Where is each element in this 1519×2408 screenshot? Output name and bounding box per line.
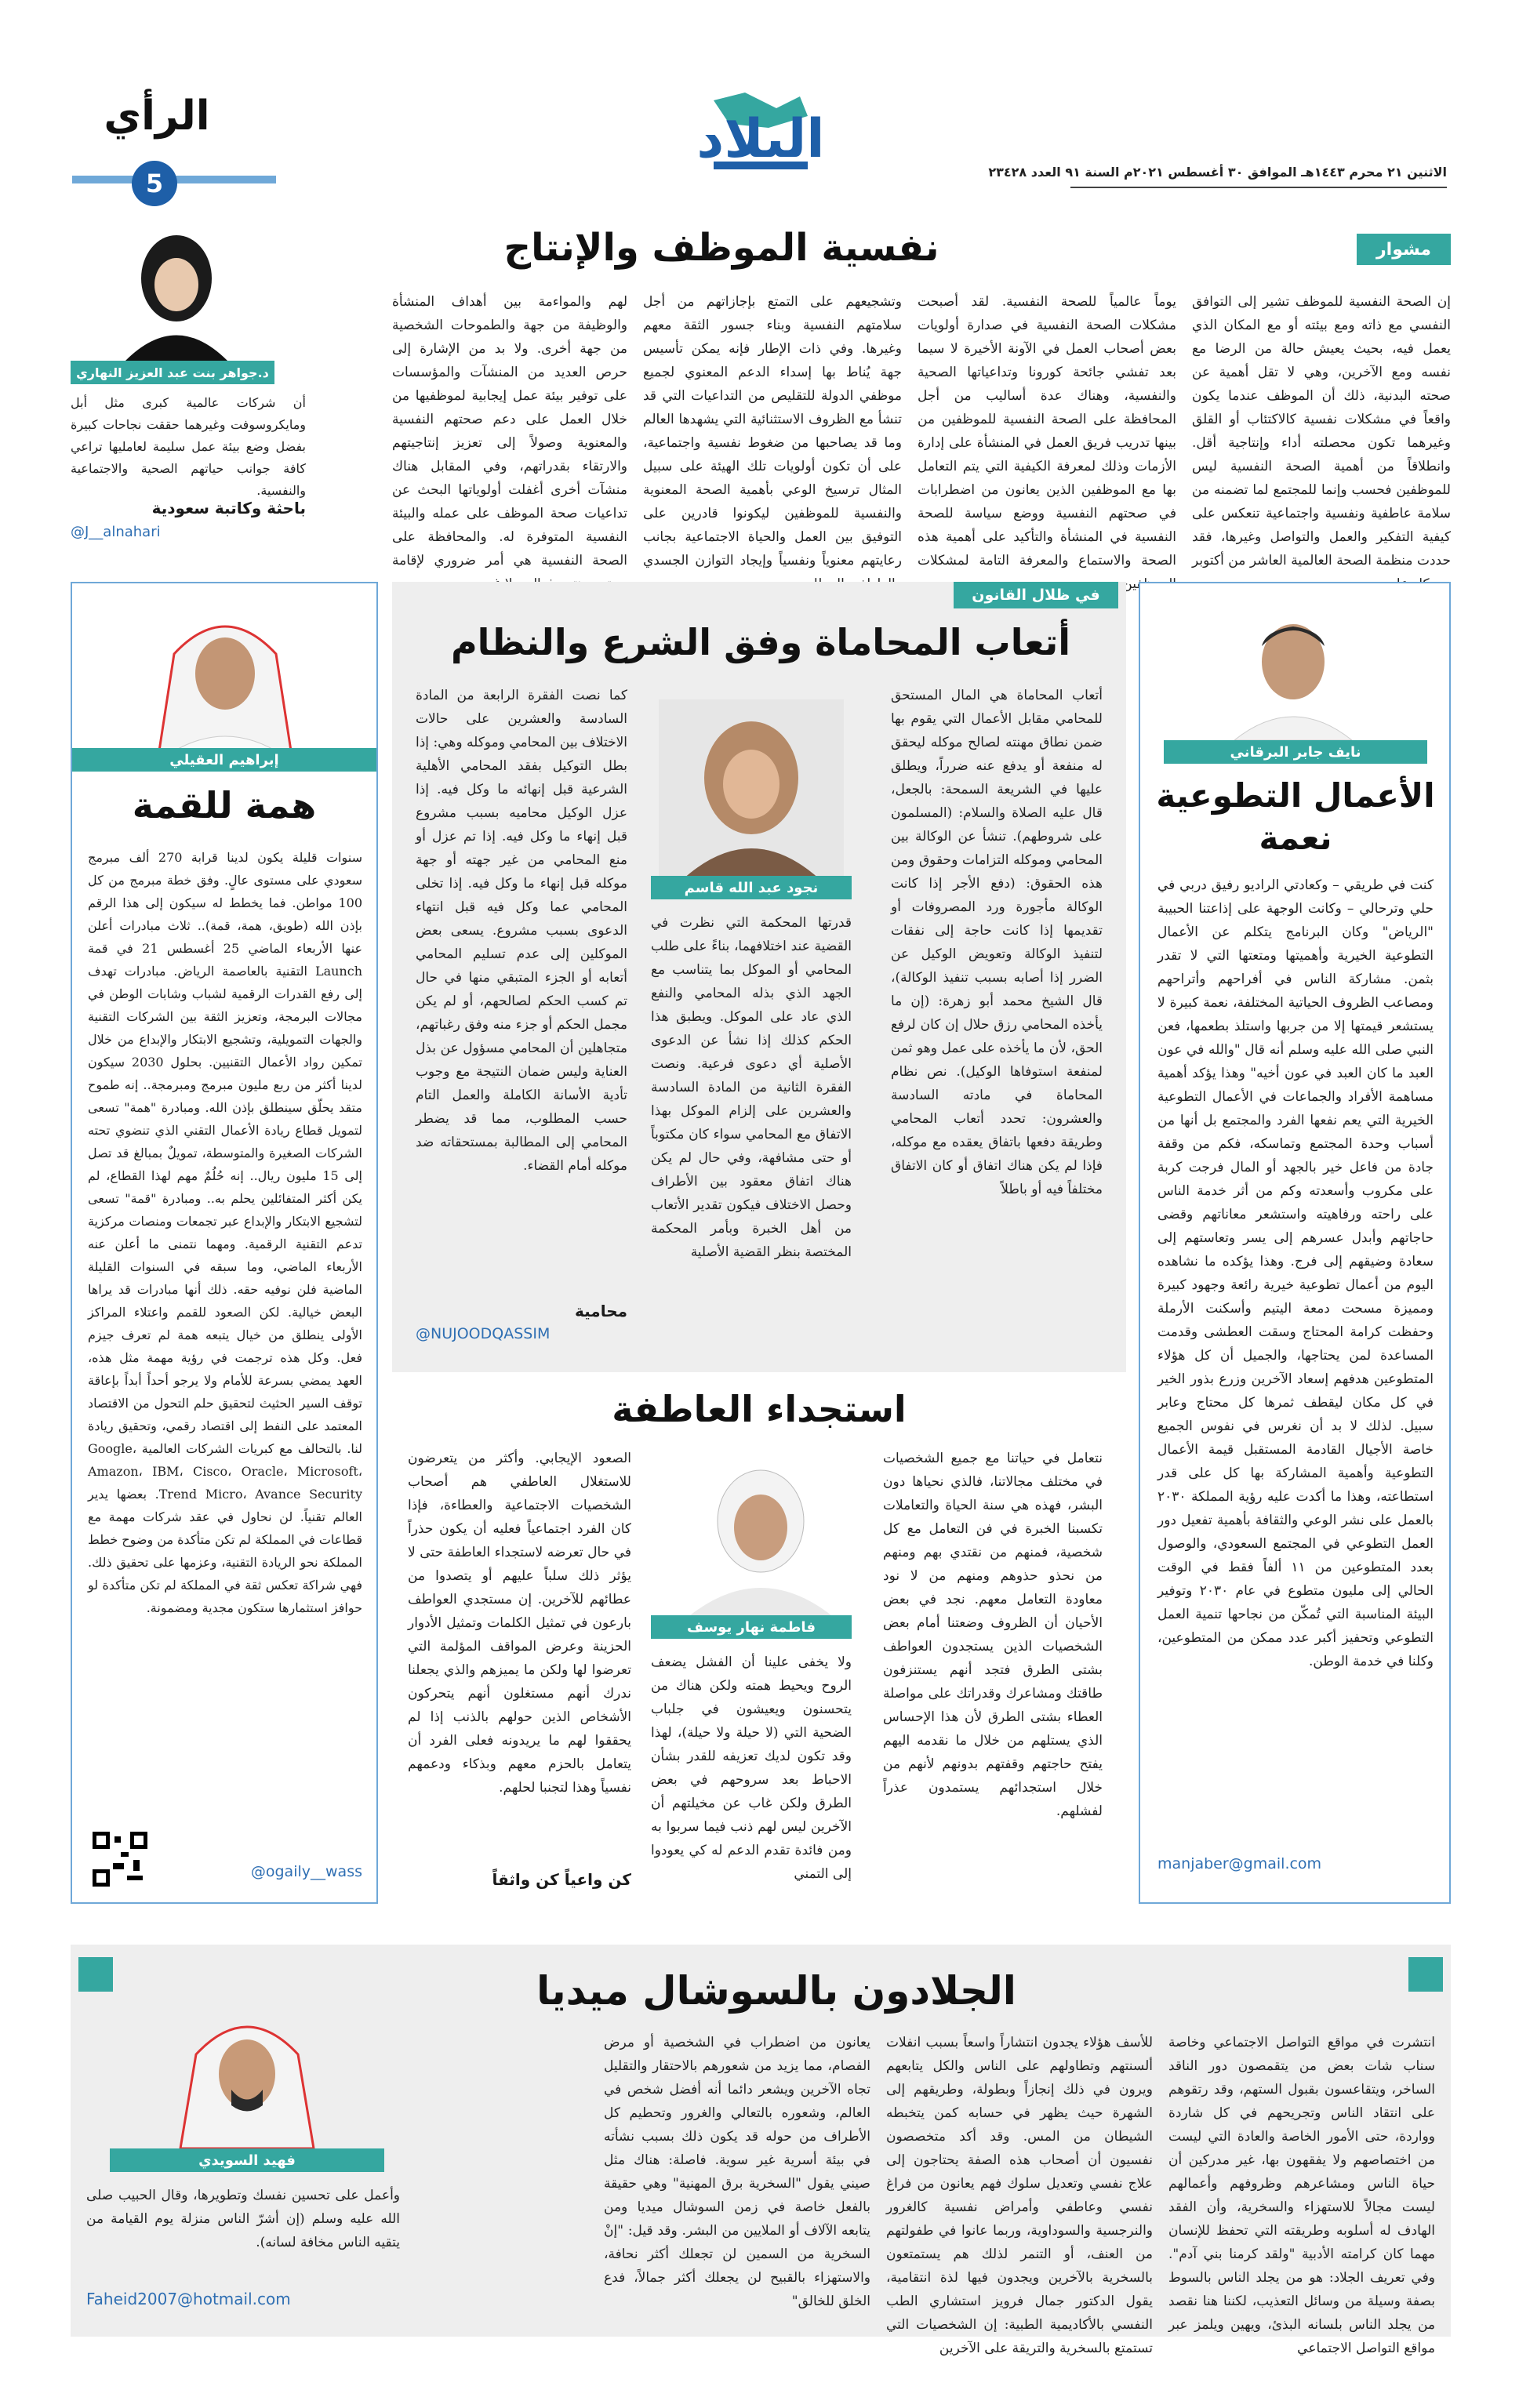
masthead-rule — [1070, 187, 1447, 188]
author-portrait-icon — [157, 1999, 337, 2148]
article-column: وأعمل على تحسين نفسك وتطويرها، وقال الحبيب صلى الله عليه وسلم (إن أشرّ الناس منزلة يوم القيامة من يتقيه الناس مخافة لسانه). — [86, 2188, 400, 2250]
author-portrait-icon — [1226, 599, 1360, 740]
article-column: لهم والمواءمة بين أهداف المنشأة والوظيفة من جهة والطموحات الشخصية من جهة أخرى. ولا بد من الإشارة إلى حرص العديد من المنشآت والمؤسسات على توفير بيئة عمل إيجابية لموظفيها من خلال العمل على دعم صحتهم النفسية والمعنوية وصولاً إلى تعزيز إنتاجيتهم والارتقاء بقدراتهم، وفي المقابل هناك منشآت أخرى أغفلت أولوياتها البحث عن تداعيات صحة الموظف على عمله والبيئة النفسية المتوفرة له. والمحافظة على الصحة النفسية هي أمر ضروري لإقامة — [392, 294, 627, 568]
article-column: للأسف هؤلاء يجدون انتشاراً واسعاً بسبب انفلات ألسنتهم وتطاولهم على الناس والكل يتابعهم ويرون في ذلك إنجازاً وبطولة، وطريقهم إلى الشهرة حيث يظهر في حسابه كمن يتخبطه الشيطان من المس. وقد أكد متخصصون نفسيون أن أصحاب هذه الصفة يحتاجون إلى علاج نفسي وتعديل سلوك فهم يعانون من فراغ نفسي وعاطفي وأمراض نفسية كالغرور والنرجسية والسوداوية، وربما عانوا في طفولتهم من العنف، أو التنمر لذلك هم يستمتعون بالسخرية بالآخرين ويجدون فيها لذة انتقامية، يقول الدكتور جمال فرويز استشاري الطب النفسي بالأكاديمية الطبية: إن الشخصيات التي تستمتع بالسخرية والتريقة على الآخرين — [886, 2035, 1153, 2356]
author-twitter[interactable]: @NUJOODQASSIM — [416, 1325, 551, 1342]
page-number-badge — [132, 161, 177, 206]
newspaper-logo — [682, 85, 839, 179]
author-twitter[interactable]: @ogaily__wass — [250, 1863, 362, 1880]
article-column: يعانون من اضطراب في الشخصية أو مرض الفصام، مما يزيد من شعورهم بالاحتقار والتقليل تجاه الآخرين ويشعر دائما أنه أفضل شخص في العالم، وشعوره بالتعالي والغرور وتحطيم كل الأطراف من حوله قد يكون ذلك بسبب نشأته في بيئة أسرية غير سوية. فاصلة: هناك مثل صيني يقول "السخرية برق المهنية" وهي حقيقة بالفعل خاصة في زمن السوشال ميديا ومن يتابعه الآلاف أو الملايين من البشر. وقد قيل: "إنْ السخرية من السمين لن تجعلك أكثر نحافة، والاستهزاء بالقبيح لن يجعلك أكثر جمالاً، فدع الخلق للخالق" — [604, 2035, 870, 2309]
kicker-label: مشوار — [1376, 239, 1432, 260]
article-column: كما نصت الفقرة الرابعة من المادة السادسة والعشرين على حالات الاختلاف بين المحامي وموكله وهي: إذا بطل التوكيل بفقد المحامي الأهلية الشرعية قبل إنهائه ما وكل فيه. إذا عزل الوكيل محاميه بسبب مشروع قبل إنهاء ما وكل فيه. إذا تم عزل أو منع المحامي من غير جهته أو جهة موكله قبل إنهاء ما وكل فيه. إذا تخلى المحامي عما وكل فيه قبل انتهاء الدعوى بسبب مشروع. يسعى بعض الموكلين إلى عدم تسليم المحامي أتعابه أو الجزء المتبقي منها في حال تم كسب الحكم لصالحهم، أو لم يكن مجمل الحكم أو جزء منه وفق رغباتهم، متجاهلين أن المحامي مسؤول عن بذل العناية وليس ضمان النتيجة مع وجوب تأدية الأسانة الكاملة والعمل التام حسب المطلوب، مما قد يضطر المحامي إلى المطالبة بمستحقاته ضد موكله أمام القضاء. — [416, 688, 627, 1174]
author-role: باحثة وكاتبة سعودية — [151, 499, 306, 518]
author-email[interactable]: Faheid2007@hotmail.com — [86, 2290, 291, 2308]
dateline: الاثنين ٢١ محرم ١٤٤٣هـ الموافق ٣٠ أغسطس ٢٠٢١م السنة ٩١ العدد ٢٣٤٢٨ — [988, 165, 1447, 180]
article-column: وتشجيعهم على التمتع بإجازاتهم من أجل سلامتهم النفسية وبناء جسور الثقة معهم وغيرها. وفي ذات الإطار فإنه يمكن تأسيس جهة يُناط بها إسداء الدعم المعنوي لجميع موظفي الدولة للتقليص من التداعيات التي قد تنشأ مع الظروف الاستثنائية التي يشهدها العالم وما قد يصاحبها من ضغوط نفسية واجتماعية، على أن تكون أولويات تلك الهيئة على سبيل المثال ترسيخ الوعي بأهمية الصحة المعنوية والنفسية للموظفين ليكونوا قادرين على التوفيق بين العمل والحياة الاجتماعية بجانب رعايتهم معنوياً ونفسياً وإيجاد التوازن الجسدي — [643, 294, 902, 568]
page-number: 5 — [145, 169, 164, 198]
author-name: نايف جابر البرقاني — [1164, 740, 1427, 764]
logo-text: البلاد — [696, 108, 825, 170]
masthead — [0, 0, 1519, 196]
author-portrait-icon — [135, 599, 315, 756]
author-name: فهيد السويدي — [110, 2148, 384, 2172]
author-photo — [135, 599, 315, 756]
kicker-label: في ظلال القانون — [972, 587, 1100, 604]
article-title: الجلادون بالسوشال ميديا — [536, 1968, 1016, 2014]
article-volunteering — [1139, 582, 1451, 1904]
kicker-badge — [954, 582, 1118, 608]
article-column: انتشرت في مواقع التواصل الاجتماعي وخاصة سناب شات بعض من يتقمصون دور الناقد الساخر، ويتقاعسون بقبول الستهم، وقد رتقوهم على انتقاد الناس وتجريحهم في كل شاردة وواردة، حتى الأمور الخاصة والعادة التي ليست من اختصاصهم ولا يفقهون بها، غير مدركين أن حياة الناس ومشاعرهم وظروفهم وأعمالهم ليست مجالاً للاستهزاء والسخرية، وأن الفقد الهادف له أسلوبه وطريقته التي تحفظ للإنسان مهما كان كرامته الأدبية "ولقد كرمنا بني آدم". وفي تعريف الجلاد: هو من يجلد الناس بالسوط بصفة وسيلة من وسائل التعذيب، لكننا هنا نقصد من يجلد الناس بلسانه البذئ، ويهين ويلمز عبر مواقع التواصل الاجتماعي — [1168, 2035, 1435, 2356]
author-name: فاطمة نهار يوسف — [651, 1615, 852, 1639]
author-name: إبراهيم العقيلي — [72, 748, 376, 772]
article-summit-ambition — [71, 582, 378, 1904]
article-lawyer-fees — [392, 582, 1126, 1372]
article-signoff: كن واعياً كن واثقاً — [492, 1870, 631, 1889]
article-column: الصعود الإيجابي. وأكثر من يتعرضون للاستغلال العاطفي هم أصحاب الشخصيات الاجتماعية والعطاءة، فإذا كان الفرد اجتماعياً فعليه أن يكون حذراً في حال تعرضه لاستجداء العاطفة حتى لا يؤثر ذلك سلباً عليهم أو يتصدوا من عطائهم للآخرين. إن مستجدي العواطف بارعون في تمثيل الكلمات وتمثيل الأدوار الحزينة وعرض المواقف المؤلمة التي تعرضوا لها ولكن ما يميزهم والذي يجعلنا ندرك أنهم مستغلون أنهم يتحركون الأشخاص الذين حولهم بالذنب إذا لم يحققوا لهم ما يريدونه فعلى الفرد أن يتعامل بالحزم معهم وبذكاء ودعمهم نفسياً وهذا لتجنبا لحلهم. — [408, 1451, 631, 1796]
article-title: نفسية الموظف والإنتاج — [503, 226, 939, 270]
author-photo — [674, 1451, 847, 1615]
author-photo — [659, 699, 844, 880]
section-title: الرأي — [104, 93, 210, 140]
article-title: استجداء العاطفة — [612, 1388, 907, 1430]
author-twitter[interactable]: @J__alnahari — [71, 524, 161, 540]
article-column: يوماً عالمياً للصحة النفسية. لقد أصبحت مشكلات الصحة النفسية في صدارة أولويات بعض أصحاب العمل في الآونة الأخيرة لا سيما بعد تفشي جائحة كورونا وتداعياتها الصحية والنفسية، وهناك عدة أساليب من أجل المحافظة على الصحة النفسية للموظفين من بينها تدريب فريق العمل في المنشأة على إدارة الأزمات وذلك لمعرفة الكيفية التي يتم التعامل بها مع الموظفين الذين يعانون من اضطرابات في صحتهم النفسية ووضع سياسة للصحة النفسية في المنشأة والتأكيد على أهمية هذه الصحة والاستماع والمعرفة التامة لمشكلات — [918, 294, 1176, 568]
article-employee-psychology — [71, 220, 1451, 568]
article-title: همة للقمة — [132, 784, 317, 826]
qr-code-icon — [89, 1829, 151, 1890]
article-body: سنوات قليلة يكون لدينا قرابة 270 ألف مبرمج سعودي على مستوى عالٍ. وفق خطة مبرمج من كل 100 مواطن. فما يخطط له سيكون إلى هذا الرقم بإذن الله (طويق، همة، قمة).. ثلاث مبادرات أعلن عنها الأربعاء الماضي 25 أغسطس 21 في قمة Launch التقنية بالعاصمة الرياض. مبادرات تهدف إلى رفع القدرات الرقمية لشباب وشابات الوطن في مجالات البرمجة، وتعزيز الثقة بين الشركات التقنية والجهات التمويلية، وتشجيع الابتكار والإبداع من خلال تمكين رواد الأعمال التقنيين. بحلول 2030 سيكون لدينا أكثر من ربع مليون مبرمج ومبرمجة.. إنه طموح متقد يحلّق سينطلق بإذن الله. ومبادرة "همة" تسعى لتمويل قطاع ريادة الأعمال التقني الذي تنضوي تحته الشركات الصغيرة والمتوسطة، تمويلٌ بمبالغ قد تصل إلى 15 مليون ريال.. إنه حُلُمٌ مهم لهذا القطاع، لم يكن أكثر المتفائلين يحلم به.. ومبادرة "قمة" تسعى لتشجيع الابتكار والإبداع عبر تجمعات ومنصات مركزية تدعم التقنية الرقمية. ومهما نتمنى ما أعلن عنه الأربعاء الماضي، وما سبقه في السنوات القليلة الماضية فلن نوفيه حقه. ذلك أنها مبادرات قد يراها البعض خيالية. لكن الصعود للقمم واعتلاء المراكز الأولى ينطلق من خيال يتبعه همة لم تعرف جيزم فعل. وكل هذه ترجمت في رؤية مهمة مثل هذه، العهد يمضي بسرعة للأمام ولا يرجو أحداً أبداً بإعاقة توقف السير الحثيث لتحقيق حلم التحول من الاقتصاد المعتمد على النفط إلى اقتصاد رقمي، وتحقيق ريادة لنا. بالتحالف مع كبريات الشركات العالمية Google، Amazon، IBM، Cisco، Oracle، Microsoft، Trend Micro، Avance Security. بعضها يدير العالم تقنياً. لن نحاول في عقد شركات مهمة مع قطاعات في المملكة لم تكن متأكدة من وضوح خطط المملكة نحو الريادة التقنية، وعزمها على تحقيق ذلك. فهي شراكة تعكس ثقة في المملكة لم تكن متأكدة لو حوافز استثمارها ستكون مجدية ومضمونة. — [88, 850, 363, 1615]
article-title: الأعمال التطوعية نعمة — [1156, 776, 1435, 857]
article-column: إن الصحة النفسية للموظف تشير إلى التوافق النفسي مع ذاته ومع بيئته أو مع المكان الذي يعمل فيه، بحيث يعيش حالة من الرضا مع نفسه ومع الآخرين، وهي لا تقل أهمية عن صحته البدنية، ذلك أن الموظف عندما يكون واقعاً في مشكلات نفسية كالاكتئاب أو القلق وغيرهما تكون محصلته أداء وإنتاجية أقل. وانطلاقاً من أهمية الصحة النفسية ليس للموظفين فحسب وإنما للمجتمع لما تضمنه من سلامة عاطفية ونفسية واجتماعية تنعكس على كيفية التفكير والعمل والتواصل وغيرها، فقد حددت منظمة الصحة العالمية العاشر من أكتوبر — [1192, 294, 1451, 568]
article-column: ولا يخفى علينا أن الفشل يضعف الروح ويحيط همته ولكن هناك من يتحسنون ويعيشون في جلباب الضحية التي (لا حيلة ولا حيلة)، لهذا وقد تكون لديك تعزيفه للقدر بشأن الاحباط بعد سروحهم في بعض الطرق ولكن غاب عن مخيلتهم أن الآخرين ليس لهم ذنب فيما سربوا به ومن فائدة تقدم الدعم له كي يعودوا إلى التمني — [651, 1654, 852, 1882]
article-emotional-begging — [392, 1388, 1126, 1905]
kicker-badge — [1357, 234, 1451, 265]
author-email[interactable]: manjaber@gmail.com — [1157, 1855, 1322, 1872]
article-column: نتعامل في حياتنا مع جميع الشخصيات في مختلف مجالاتنا، فالذي نحياها دون البشر، فهذه هي سنة الحياة والتعاملات تكسبنا الخبرة في فن التعامل مع كل شخصية، فمنهم من نقتدي بهم ومنهم من نحذو حذوهم ومنهم من لا نود معاودة التعامل معهم. نجد في بعض الأحيان أن الظروف وضعتنا أمام بعض الشخصيات الذين يستجدون العواطف بشتى الطرق فتجد أنهم يستنزفون طاقتك ومشاعرك وقدراتك على مواصلة العطاء بشتى الطرق لأن هذا الإحساس الذي يستلهم من خلال ما نقدمه اليهم يفتح حاجتهم وقفتهم بدونهم لأنهم من خلال استجدائهم يستمدون عذراً لفشلهم. — [883, 1451, 1103, 1819]
author-photo — [157, 1999, 337, 2148]
accent-square — [1408, 1957, 1443, 1992]
author-portrait-icon — [659, 699, 844, 880]
author-name: د.جواهر بنت عبد العزيز النهاري — [71, 361, 274, 384]
article-column: أن شركات عالمية كبرى مثل أبل ومايكروسوفت وغيرهما حققت نجاحات كبيرة بفضل وضع بيئة عمل سليمة لعامليها تراعي كافة جوانب حياتهم الصحية والاجتماعية والنفسية. — [71, 395, 306, 498]
author-photo — [1226, 599, 1360, 740]
author-role: محامية — [575, 1302, 627, 1320]
author-portrait-icon — [674, 1451, 847, 1615]
article-social-media-floggers — [71, 1945, 1451, 2356]
author-portrait-icon — [110, 223, 243, 361]
article-title: أتعاب المحاماة وفق الشرع والنظام — [450, 621, 1071, 663]
article-body: كنت في طريقي – وكعادتي الراديو رفيق دربي في حلي وترحالي – وكانت الوجهة على إذاعتنا الحبيبة "الرياض" وكان البرنامج يتكلم عن الأعمال التطوعية الخيرية وأهميتها ومتعتها التي لا تقدر بثمن. مشاركة الناس في أفراحهم وأتراحهم ومصاعب الظروف الحياتية المختلفة، نعمة كبيرة لا يستشعر قيمتها إلا من جربها واستلذ بطعمها، فعن النبي صلى الله عليه وسلم أنه قال "والله في عون العبد ما كان العبد في عون أخيه" وهذا يؤكد أهمية مساهمة الأفراد والجماعات في الأعمال التطوعية الخيرية التي يعم نفعها الفرد والمجتمع بل أنها من أسباب وحدة المجتمع وتماسكه، فكم من وقفة جادة من فاعل خير بالجهد أو المال فرجت كربة على مكروب وأسعدته وكم من أثر خدمة الناس على راحته ورفاهيته واستشعر معاناتهم وقضى حاجاتهم وأبدل عسرهم إلى يسر وتعاستهم إلى سعادة وضيقهم إلى فرج. وهذا يؤكده ما نشاهده اليوم من أعمال تطوعية خيرية رائعة وجهود كبيرة ومميزة مسحت دمعة اليتيم وأسكنت الأرملة وحفظت كرامة المحتاج وسقت العطشى وقدمت المساعدة لمن يحتاجها، والجميل أن كل هؤلاء المتطوعين هدفهم إسعاد الآخرين وزرع بذور الخير في كل مكان ليقطف ثمرها كل محتاج وعابر سبيل. لذلك لا بد أن نغرس في نفوس الجميع خاصة الأجيال القادمة المستقبل قيمة الأعمال التطوعية وأهمية المشاركة بها كل على قدر استطاعته، وهذا ما أكدت عليه رؤية المملكة ٢٠٣٠ بالعمل على نشر الوعي والثقافة بأهمية تفعيل دور العمل التطوعي في المجتمع السعودي، والوصول بعدد المتطوعين من ١١ ألفاً فقط في الوقت الحالي إلى مليون متطوع في عام ٢٠٣٠ وتوفير البيئة المناسبة التي تُمكّن من نجاحها تنمية العمل التطوعي وتحفيز أكبر عدد ممكن من المتطوعين، وكلنا في خدمة الوطن. — [1157, 877, 1434, 1669]
article-column: أتعاب المحاماة هي المال المستحق للمحامي مقابل الأعمال التي يقوم بها ضمن نطاق مهنته لصالح موكله ليحقق له منفعة أو يدفع عنه ضرراً، ويطلق عليها في الشريعة السمحة: بالجعل، قال عليه الصلاة والسلام: (المسلمون على شروطهم). تنشأ عن الوكالة بين المحامي وموكله التزامات وحقوق ومن هذه الحقوق: (دفع الأجر إذا كانت الوكالة مأجورة ورد المصروفات أو تقديمها إذا كانت حاجة إلى نفقات لتنفيذ الوكالة وتعويض الوكيل عن الضرر إذا أصابه بسبب تنفيذ الوكالة)، قال الشيخ محمد أبو زهرة: (إن ما يأخذه المحامي رزق حلال إن كان لرفع الحق، لأن ما يأخذه على عمل وهو ثمن لمنفعة استوفاها الوكيل). نص نظام المحاماة في مادته السادسة والعشرون: تحدد أتعاب المحامي وطريقة دفعها باتفاق يعقده مع موكله، فإذا لم يكن هناك اتفاق أو كان الاتفاق مختلفاً فيه أو باطلاً — [891, 688, 1103, 1197]
accent-square — [78, 1957, 113, 1992]
author-photo — [110, 223, 243, 361]
author-name: نجود عبد الله قاسم — [651, 876, 852, 899]
article-column: قدرتها المحكمة التي نظرت في القضية عند اختلافهما، بناءً على طلب المحامي أو الموكل بما يتناسب مع الجهد الذي بذله المحامي والنفع الذي عاد على الموكل. ويطبق هذا الحكم كذلك إذا نشأ عن الدعوى الأصلية أي دعوى فرعية. ونصت الفقرة الثانية من المادة السادسة والعشرين على إلزام الموكل بهذا الاتفاق مع المحامي سواء كان مكتوباً أو حتى مشافهة، وفي حال لم يكن هناك اتفاق معقود بين الأطراف وحصل الاختلاف فيكون تقدير الأتعاب من أهل الخبرة وبأمر المحكمة المختصة بنظر القضية الأصلية — [651, 915, 852, 1260]
